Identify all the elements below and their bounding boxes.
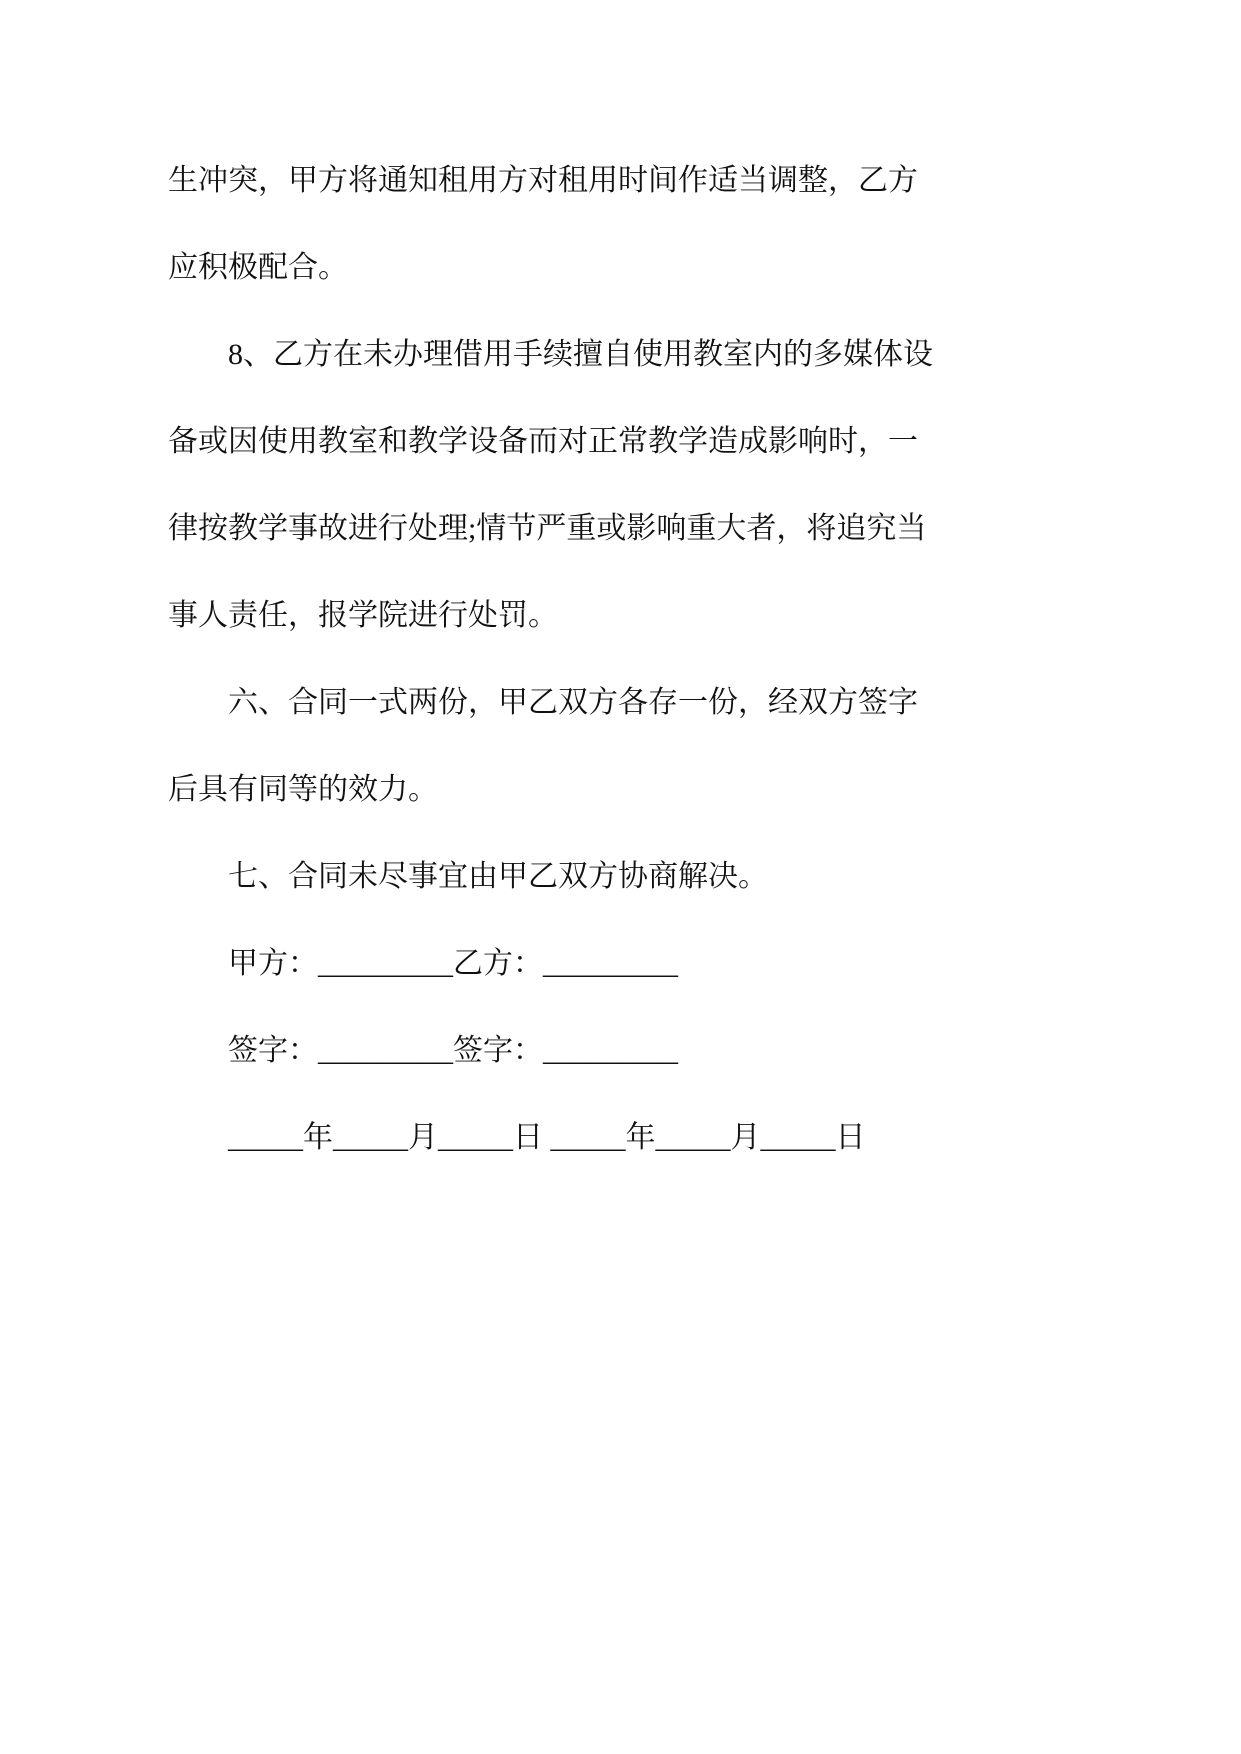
party-line: 甲方：_________乙方：_________ xyxy=(228,947,678,980)
paragraph-line: 备或因使用教室和教学设备而对正常教学造成影响时，一 xyxy=(168,425,918,458)
paragraph-line: 后具有同等的效力。 xyxy=(168,773,438,806)
paragraph-schedule-conflict xyxy=(168,137,968,311)
paragraph-line: 事人责任，报学院进行处罚。 xyxy=(168,599,558,632)
paragraph-line: 六、合同一式两份，甲乙双方各存一份，经双方签字 xyxy=(228,686,918,719)
date-line: _____年_____月_____日 _____年_____月_____日 xyxy=(228,1121,866,1154)
contract-body xyxy=(168,137,968,1181)
paragraph-line: 律按教学事故进行处理;情节严重或影响重大者，将追究当 xyxy=(168,512,927,545)
paragraph-section-7 xyxy=(168,833,968,920)
paragraph-line: 8、乙方在未办理借用手续擅自使用教室内的多媒体设 xyxy=(228,338,933,371)
paragraph-clause-8 xyxy=(168,311,968,659)
paragraph-line: 应积极配合。 xyxy=(168,251,348,284)
sign-line: 签字：_________签字：_________ xyxy=(228,1034,678,1067)
paragraph-line: 生冲突，甲方将通知租用方对租用时间作适当调整，乙方 xyxy=(168,164,918,197)
paragraph-line: 七、合同未尽事宜由甲乙双方协商解决。 xyxy=(228,860,768,893)
paragraph-section-6 xyxy=(168,659,968,833)
signature-block xyxy=(168,920,968,1181)
